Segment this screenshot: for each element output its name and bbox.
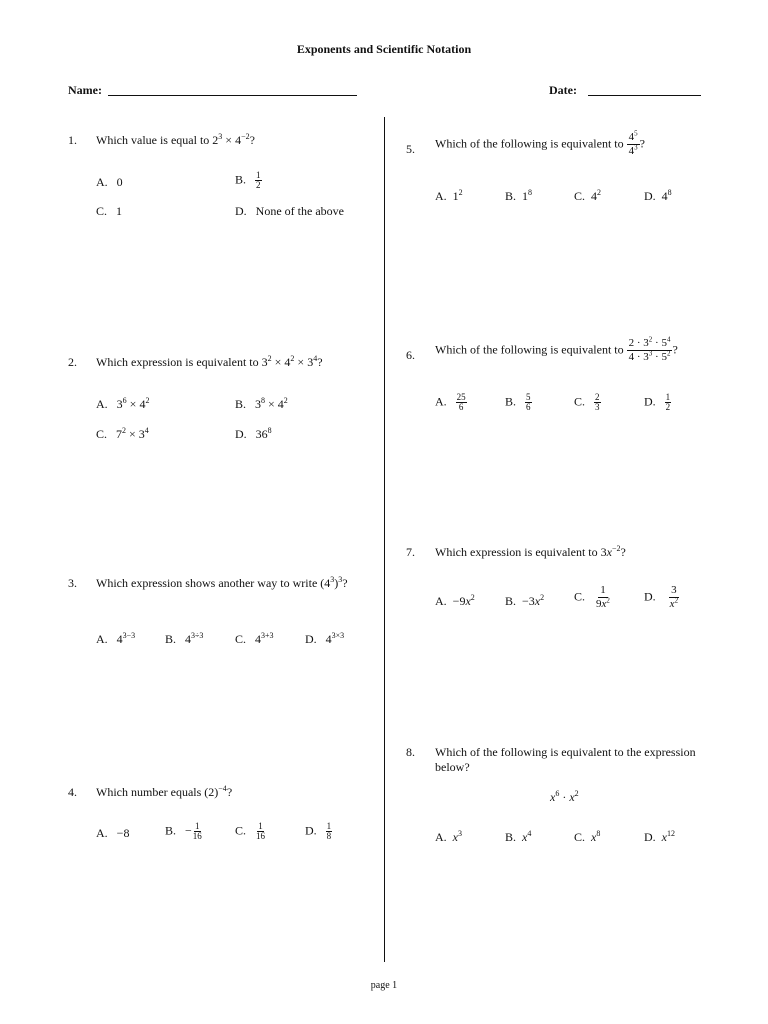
question-text: Which expression is equivalent to $3^2 \times 4^2 \times 3^4$? bbox=[96, 354, 323, 369]
option-b[interactable]: B. $\frac{5}{6}$ bbox=[505, 392, 531, 412]
option-d[interactable]: D. $\frac{3}{x^2}$ bbox=[644, 584, 679, 610]
option-d[interactable]: D. $x^{12}$ bbox=[644, 829, 675, 844]
date-field-line[interactable] bbox=[588, 95, 701, 96]
option-b[interactable]: B. $\frac{1}{2}$ bbox=[235, 170, 261, 190]
option-d[interactable]: D. $\frac{1}{2}$ bbox=[644, 392, 671, 412]
option-b[interactable]: B. $x^4$ bbox=[505, 829, 532, 844]
worksheet-title: Exponents and Scientific Notation bbox=[296, 42, 472, 56]
question-number: 6. bbox=[406, 348, 415, 362]
question-number: 4. bbox=[68, 785, 77, 799]
option-a[interactable]: A. $3^6 \times 4^2$ bbox=[96, 396, 150, 411]
date-label: Date: bbox=[549, 83, 577, 97]
option-a[interactable]: A. $-9x^2$ bbox=[435, 593, 475, 608]
option-b[interactable]: B. $-3x^2$ bbox=[505, 593, 545, 608]
question-text: Which of the following is equivalent to $\frac{2 \cdot 3^2 \cdot 5^4}{4 \cdot 3^3 \cdot 5^2}$ ? bbox=[435, 335, 678, 363]
question-text: Which value is equal to $2^3 \times 4^{-2}$? bbox=[96, 132, 255, 147]
question-text: Which expression is equivalent to $3x^{-2}$? bbox=[435, 544, 626, 559]
option-a[interactable]: A. $4^{3-3}$ bbox=[96, 631, 136, 646]
name-label: Name: bbox=[68, 83, 102, 97]
option-c[interactable]: C. $\frac{1}{9x^2}$ bbox=[574, 584, 610, 610]
option-b[interactable]: B. $1^8$ bbox=[505, 188, 533, 203]
option-c[interactable]: C. $x^8$ bbox=[574, 829, 601, 844]
option-a[interactable]: A. −8 bbox=[96, 826, 130, 840]
question-text: Which expression shows another way to write $(4^3)^3$? bbox=[96, 575, 348, 590]
option-d[interactable]: D. $36^8$ bbox=[235, 426, 272, 441]
question-text: Which number equals $(2)^{-4}$? bbox=[96, 784, 233, 799]
option-b[interactable]: B. $3^8 \times 4^2$ bbox=[235, 396, 288, 411]
question-text: Which of the following is equivalent to the expression below? bbox=[435, 745, 696, 774]
question-number: 5. bbox=[406, 142, 415, 156]
question-number: 2. bbox=[68, 355, 77, 369]
page-number: page 1 bbox=[370, 980, 398, 991]
option-c[interactable]: C. $4^2$ bbox=[574, 188, 602, 203]
option-a[interactable]: A. $x^3$ bbox=[435, 829, 462, 844]
question-text: Which of the following is equivalent to $\frac{4^5}{4^3}$ ? bbox=[435, 129, 645, 157]
option-a[interactable]: A. $1^2$ bbox=[435, 188, 463, 203]
question-expression: $x^6 \cdot x^2$ bbox=[550, 789, 579, 804]
option-d[interactable]: D. $\frac{1}{8}$ bbox=[305, 821, 332, 841]
question-number: 8. bbox=[406, 745, 415, 759]
option-a[interactable]: A. $\frac{25}{6}$ bbox=[435, 392, 466, 412]
option-c[interactable]: C. $7^2 \times 3^4$ bbox=[96, 426, 149, 441]
option-b[interactable]: B. − $\frac{1}{16}$ bbox=[165, 821, 202, 841]
question-number: 7. bbox=[406, 545, 415, 559]
option-a[interactable]: A. 0 bbox=[96, 175, 123, 189]
option-d[interactable]: D. $4^8$ bbox=[644, 188, 672, 203]
option-d[interactable]: D. None of the above bbox=[235, 204, 344, 218]
option-b[interactable]: B. $4^{3\div 3}$ bbox=[165, 631, 204, 646]
question-number: 1. bbox=[68, 133, 77, 147]
option-d[interactable]: D. $4^{3\times 3}$ bbox=[305, 631, 345, 646]
option-c[interactable]: C. $\frac{2}{3}$ bbox=[574, 392, 600, 412]
option-c[interactable]: C. $\frac{1}{16}$ bbox=[235, 821, 266, 841]
column-divider bbox=[384, 117, 385, 962]
question-number: 3. bbox=[68, 576, 77, 590]
option-c[interactable]: C. 1 bbox=[96, 204, 123, 218]
option-c[interactable]: C. $4^{3+3}$ bbox=[235, 631, 274, 646]
name-field-line[interactable] bbox=[108, 95, 357, 96]
